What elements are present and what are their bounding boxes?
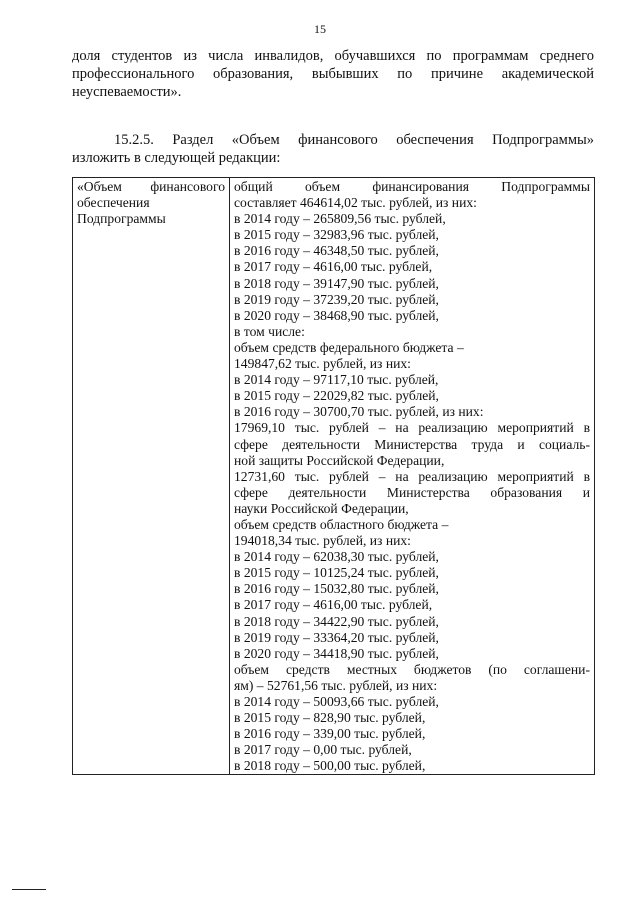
content-line: 149847,62 тыс. рублей, из них:: [234, 356, 411, 372]
content-line: в 2014 году – 62038,30 тыс. рублей,: [234, 549, 439, 565]
content-line: в 2018 году – 500,00 тыс. рублей,: [234, 758, 426, 774]
label-line: Подпрограммы: [77, 211, 166, 227]
content-line: в 2020 году – 38468,90 тыс. рублей,: [234, 307, 439, 323]
content-line: 194018,34 тыс. рублей, из них:: [234, 533, 411, 549]
intro-line: неуспеваемости».: [72, 84, 182, 100]
content-line: объем средств областного бюджета –: [234, 516, 449, 532]
label-line: обеспечения: [77, 195, 150, 211]
content-line: в 2016 году – 339,00 тыс. рублей,: [234, 726, 426, 742]
content-line: 17969,10 тыс. рублей – на реализацию мероприятий в: [234, 420, 590, 436]
page-number: 15: [314, 22, 326, 36]
content-line: общий объем финансирования Подпрограммы: [234, 179, 590, 194]
content-line: в 2016 году – 30700,70 тыс. рублей, из них:: [234, 404, 484, 420]
content-line: в 2018 году – 34422,90 тыс. рублей,: [234, 613, 439, 629]
content-line: в 2015 году – 32983,96 тыс. рублей,: [234, 227, 439, 243]
content-line: в 2014 году – 265809,56 тыс. рублей,: [234, 211, 446, 227]
content-line: в 2019 году – 37239,20 тыс. рублей,: [234, 291, 439, 307]
content-line: сфере деятельности Министерства образования и: [234, 484, 590, 500]
content-line: в 2015 году – 10125,24 тыс. рублей,: [234, 565, 439, 581]
content-line: 12731,60 тыс. рублей – на реализацию мероприятий в: [234, 468, 590, 484]
intro-line: 15.2.5. Раздел «Объем финансового обеспечения Подпрограммы»: [114, 132, 594, 148]
table-content-cell: [230, 178, 595, 775]
table-label-cell: [73, 178, 230, 775]
content-line: в 2019 году – 33364,20 тыс. рублей,: [234, 629, 439, 645]
content-line: науки Российской Федерации,: [234, 500, 409, 516]
table-row: [73, 178, 595, 775]
content-line: ной защиты Российской Федерации,: [234, 452, 445, 468]
content-line: в 2017 году – 4616,00 тыс. рублей,: [234, 597, 433, 613]
content-line: объем средств местных бюджетов (по соглашени-: [234, 661, 590, 677]
content-line: в том числе:: [234, 323, 305, 339]
intro-paragraph-amendment: [72, 131, 594, 167]
financing-table: [72, 177, 595, 775]
content-line: в 2014 году – 97117,10 тыс. рублей,: [234, 372, 439, 388]
content-line: в 2018 году – 39147,90 тыс. рублей,: [234, 275, 439, 291]
content-line: в 2014 году – 50093,66 тыс. рублей,: [234, 694, 439, 709]
content-line: объем средств федерального бюджета –: [234, 339, 464, 355]
content-line: в 2017 году – 0,00 тыс. рублей,: [234, 742, 412, 758]
intro-line: доля студентов из числа инвалидов, обучавшихся по программам среднего: [72, 48, 594, 64]
content-line: в 2020 году – 34418,90 тыс. рублей,: [234, 645, 439, 661]
intro-paragraph-continuation: [72, 47, 594, 101]
content-line: в 2016 году – 15032,80 тыс. рублей,: [234, 581, 439, 597]
content-line: ям) – 52761,56 тыс. рублей, из них:: [234, 677, 438, 693]
content-line: составляет 464614,02 тыс. рублей, из них:: [234, 195, 477, 211]
content-line: в 2015 году – 22029,82 тыс. рублей,: [234, 388, 439, 404]
footnote-rule: [12, 889, 46, 890]
content-line: сфере деятельности Министерства труда и социаль-: [234, 436, 590, 452]
intro-line: профессионального образования, выбывших по причине академической: [72, 66, 594, 82]
content-line: в 2017 году – 4616,00 тыс. рублей,: [234, 259, 433, 275]
content-line: в 2015 году – 828,90 тыс. рублей,: [234, 710, 426, 726]
content-line: в 2016 году – 46348,50 тыс. рублей,: [234, 243, 439, 259]
label-line: «Объем финансового: [77, 179, 225, 194]
intro-line: изложить в следующей редакции:: [72, 150, 281, 166]
